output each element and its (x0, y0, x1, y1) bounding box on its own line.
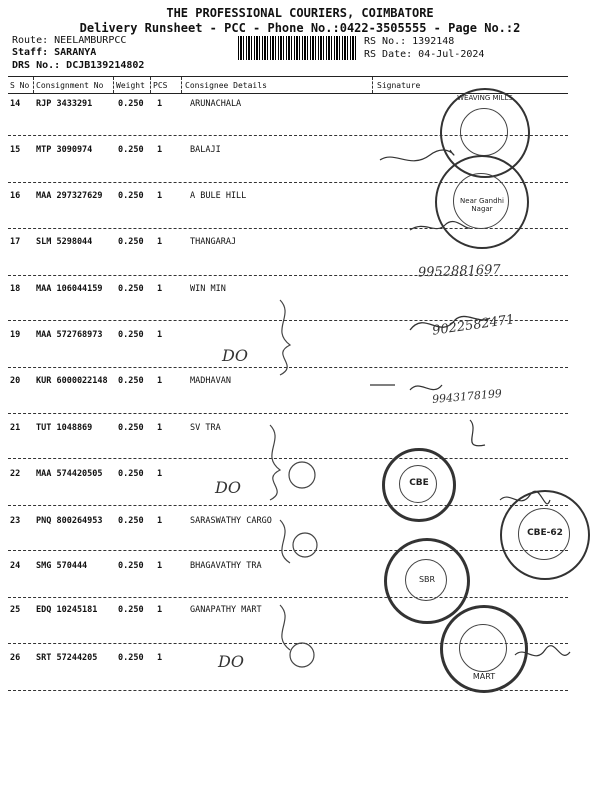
row-pcs: 1 (157, 376, 163, 386)
row-pcs: 1 (157, 423, 163, 433)
rs-number: RS No.: 1392148 (364, 36, 455, 47)
row-consignment: TUT 1048869 (36, 423, 93, 433)
row-pcs: 1 (157, 469, 163, 479)
row-sno: 26 (10, 653, 21, 663)
signature-scribbles (370, 140, 590, 700)
row-weight: 0.250 (118, 561, 144, 571)
handwritten-phone: 9952881697 (417, 262, 501, 281)
col-signature: Signature (377, 81, 421, 90)
row-consignment: MAA 574420505 (36, 469, 103, 479)
row-consignee: BHAGAVATHY TRA (190, 561, 262, 571)
route-label: Route: NEELAMBURPCC (12, 35, 127, 46)
row-sno: 19 (10, 330, 21, 340)
row-consignment: MAA 572768973 (36, 330, 103, 340)
drs-number: DRS No.: DCJB139214802 (12, 60, 145, 71)
company-stamp: Near Gandhi Nagar (435, 155, 529, 249)
row-consignment: EDQ 10245181 (36, 605, 98, 615)
handwritten-ditto: DO (222, 346, 248, 365)
col-divider (372, 77, 373, 93)
handwritten-ditto: DO (218, 652, 244, 671)
row-weight: 0.250 (118, 99, 144, 109)
staff-label: Staff: SARANYA (12, 47, 97, 58)
col-divider (181, 77, 182, 93)
col-divider (150, 77, 151, 93)
row-weight: 0.250 (118, 376, 144, 386)
row-consignment: PNQ 800264953 (36, 516, 103, 526)
row-pcs: 1 (157, 516, 163, 526)
row-weight: 0.250 (118, 653, 144, 663)
row-pcs: 1 (157, 237, 163, 247)
row-pcs: 1 (157, 99, 163, 109)
company-stamp: MART (440, 605, 528, 693)
row-consignee: A BULE HILL (190, 191, 247, 201)
company-stamp: CBE (382, 448, 456, 522)
row-consignment: RJP 3433291 (36, 99, 93, 109)
row-weight: 0.250 (118, 605, 144, 615)
row-pcs: 1 (157, 330, 163, 340)
row-consignee: BALAJI (190, 145, 221, 155)
row-consignee: SV TRA (190, 423, 221, 433)
row-consignee: MADHAVAN (190, 376, 231, 386)
company-stamp: SBR (384, 538, 470, 624)
col-consignment: Consignment No (36, 81, 104, 90)
row-weight: 0.250 (118, 284, 144, 294)
row-consignment: SMG 570444 (36, 561, 88, 571)
row-sno: 14 (10, 99, 21, 109)
row-sno: 23 (10, 516, 21, 526)
row-weight: 0.250 (118, 330, 144, 340)
row-pcs: 1 (157, 191, 163, 201)
row-weight: 0.250 (118, 145, 144, 155)
rs-date: RS Date: 04-Jul-2024 (364, 49, 485, 60)
row-consignment: SLM 5298044 (36, 237, 93, 247)
row-pcs: 1 (157, 561, 163, 571)
row-weight: 0.250 (118, 237, 144, 247)
row-pcs: 1 (157, 653, 163, 663)
row-weight: 0.250 (118, 469, 144, 479)
row-pcs: 1 (157, 145, 163, 155)
row-consignee: WIN MIN (190, 284, 226, 294)
row-consignment: MAA 106044159 (36, 284, 103, 294)
col-sno: S No (10, 81, 30, 90)
col-divider (33, 77, 34, 93)
col-pcs: PCS (153, 81, 168, 90)
row-weight: 0.250 (118, 423, 144, 433)
row-pcs: 1 (157, 605, 163, 615)
row-consignee: GANAPATHY MART (190, 605, 262, 615)
row-consignment: KUR 6000022148 (36, 376, 108, 386)
company-stamp: CBE-62 (500, 490, 590, 580)
row-sno: 17 (10, 237, 21, 247)
row-weight: 0.250 (118, 191, 144, 201)
handwritten-phone: 9022582471 (431, 312, 516, 339)
row-consignee: ARUNACHALA (190, 99, 242, 109)
barcode (238, 36, 358, 60)
row-consignee: THANGARAJ (190, 237, 237, 247)
row-consignment: SRT 57244205 (36, 653, 98, 663)
col-divider (113, 77, 114, 93)
handwritten-ditto: DO (215, 478, 241, 497)
row-sno: 18 (10, 284, 21, 294)
row-consignee: SARASWATHY CARGO (190, 516, 272, 526)
row-pcs: 1 (157, 284, 163, 294)
row-sno: 20 (10, 376, 21, 386)
row-sno: 15 (10, 145, 21, 155)
row-consignment: MTP 3090974 (36, 145, 93, 155)
row-sno: 25 (10, 605, 21, 615)
row-weight: 0.250 (118, 516, 144, 526)
col-weight: Weight (116, 81, 145, 90)
header-top-rule (8, 76, 568, 77)
row-sno: 21 (10, 423, 21, 433)
row-sno: 16 (10, 191, 21, 201)
row-sno: 22 (10, 469, 21, 479)
runsheet-subtitle: Delivery Runsheet - PCC - Phone No.:0422-3505555 - Page No.:2 (79, 21, 521, 35)
handwritten-phone: 9943178199 (431, 386, 503, 407)
row-consignment: MAA 297327629 (36, 191, 103, 201)
row-sno: 24 (10, 561, 21, 571)
col-consignee: Consignee Details (185, 81, 267, 90)
company-stamp: WEAVING MILLS (440, 88, 530, 178)
company-title: THE PROFESSIONAL COURIERS, COIMBATORE (166, 6, 434, 20)
